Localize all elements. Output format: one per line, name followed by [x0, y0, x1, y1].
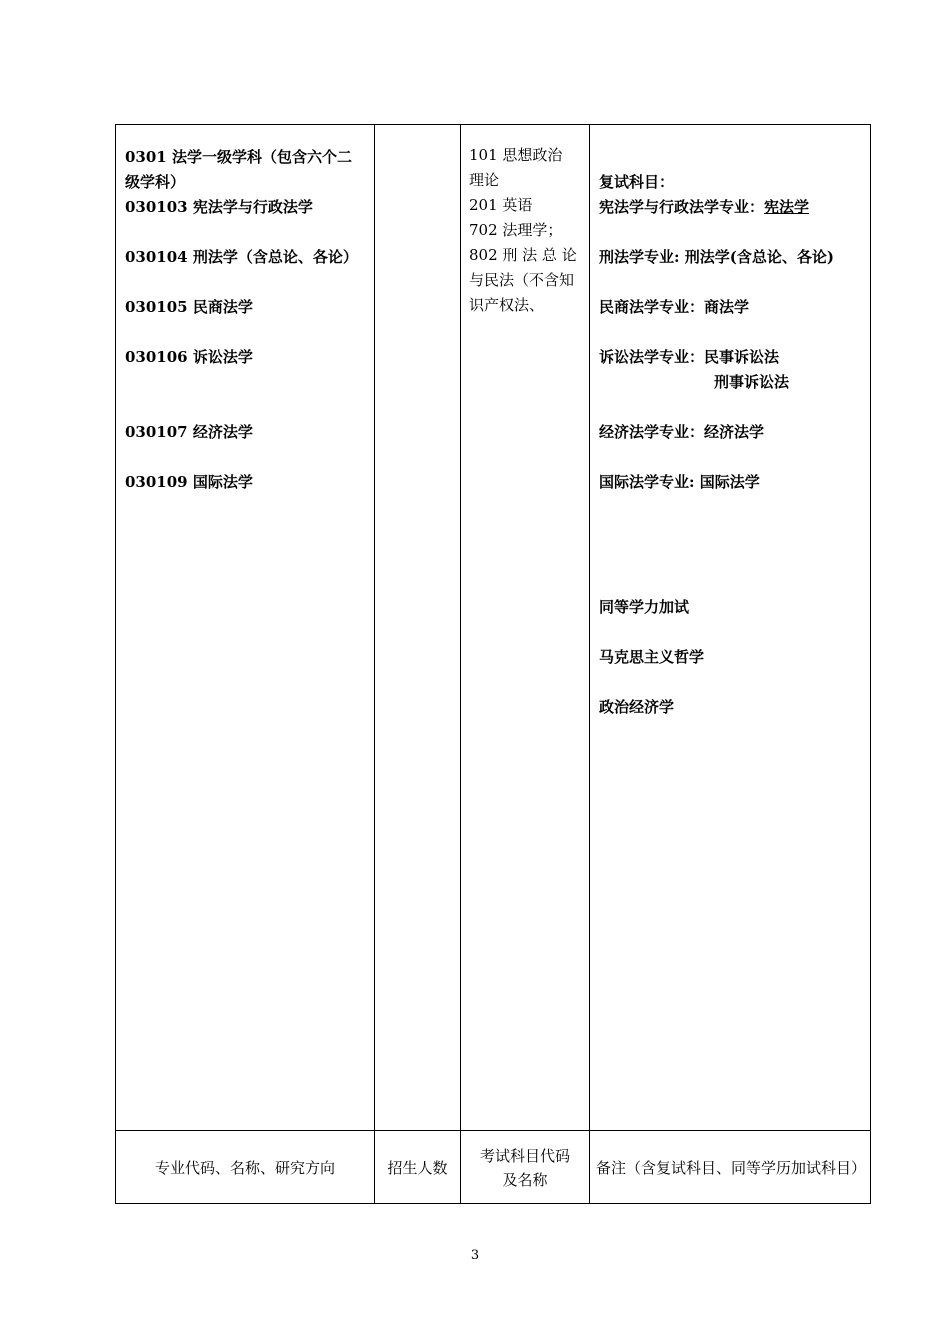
major-item: 0301 法学一级学科（包含六个二 [125, 148, 352, 166]
column-divider [460, 125, 461, 1203]
major-item: 030104 刑法学（含总论、各论） [125, 248, 358, 266]
exam-subject-line: 201 英语 [469, 196, 533, 214]
header-major: 专业代码、名称、研究方向 [154, 1158, 335, 1177]
exam-subject-line: 与民法（不含知 [469, 271, 575, 289]
equiv-item: 马克思主义哲学 [599, 648, 705, 666]
retest-item: 刑事诉讼法 [714, 373, 790, 391]
header-enrollment: 招生人数 [387, 1158, 448, 1177]
exam-subject-line: 802 刑 法 总 论 [469, 246, 577, 264]
major-item: 030103 宪法学与行政法学 [125, 198, 313, 216]
retest-title: 复试科目： [599, 173, 675, 191]
exam-subject-line: 识产权法、 [469, 296, 545, 314]
retest-item: 国际法学专业: 国际法学 [599, 473, 760, 491]
retest-item: 民商法学专业：商法学 [599, 298, 750, 316]
header-remarks: 备注（含复试科目、同等学历加试科目） [596, 1158, 867, 1177]
exam-subject-line: 101 思想政治 [469, 146, 563, 164]
major-item: 030107 经济法学 [125, 423, 253, 441]
retest-item: 经济法学专业：经济法学 [599, 423, 765, 441]
exam-subject-line: 702 法理学； [469, 221, 563, 239]
column-divider [589, 125, 590, 1203]
equiv-item: 政治经济学 [599, 698, 675, 716]
major-list [125, 145, 375, 495]
major-item: 级学科） [125, 173, 186, 191]
retest-item: 诉讼法学专业：民事诉讼法 [599, 348, 780, 366]
enrollment-table [115, 124, 871, 1204]
header-exam: 考试科目代码及名称 [479, 1146, 570, 1189]
retest-item: 刑法学专业: 刑法学(含总论、各论) [599, 248, 834, 266]
retest-item: 宪法学与行政法学专业：宪法学 [599, 198, 810, 216]
major-item: 030109 国际法学 [125, 473, 253, 491]
remarks [599, 170, 867, 720]
page-number: 3 [470, 1248, 480, 1263]
major-item: 030105 民商法学 [125, 298, 253, 316]
exam-subject-line: 理论 [469, 171, 500, 189]
exam-subjects [469, 143, 589, 318]
equiv-title: 同等学力加试 [599, 598, 690, 616]
major-item: 030106 诉讼法学 [125, 348, 253, 366]
